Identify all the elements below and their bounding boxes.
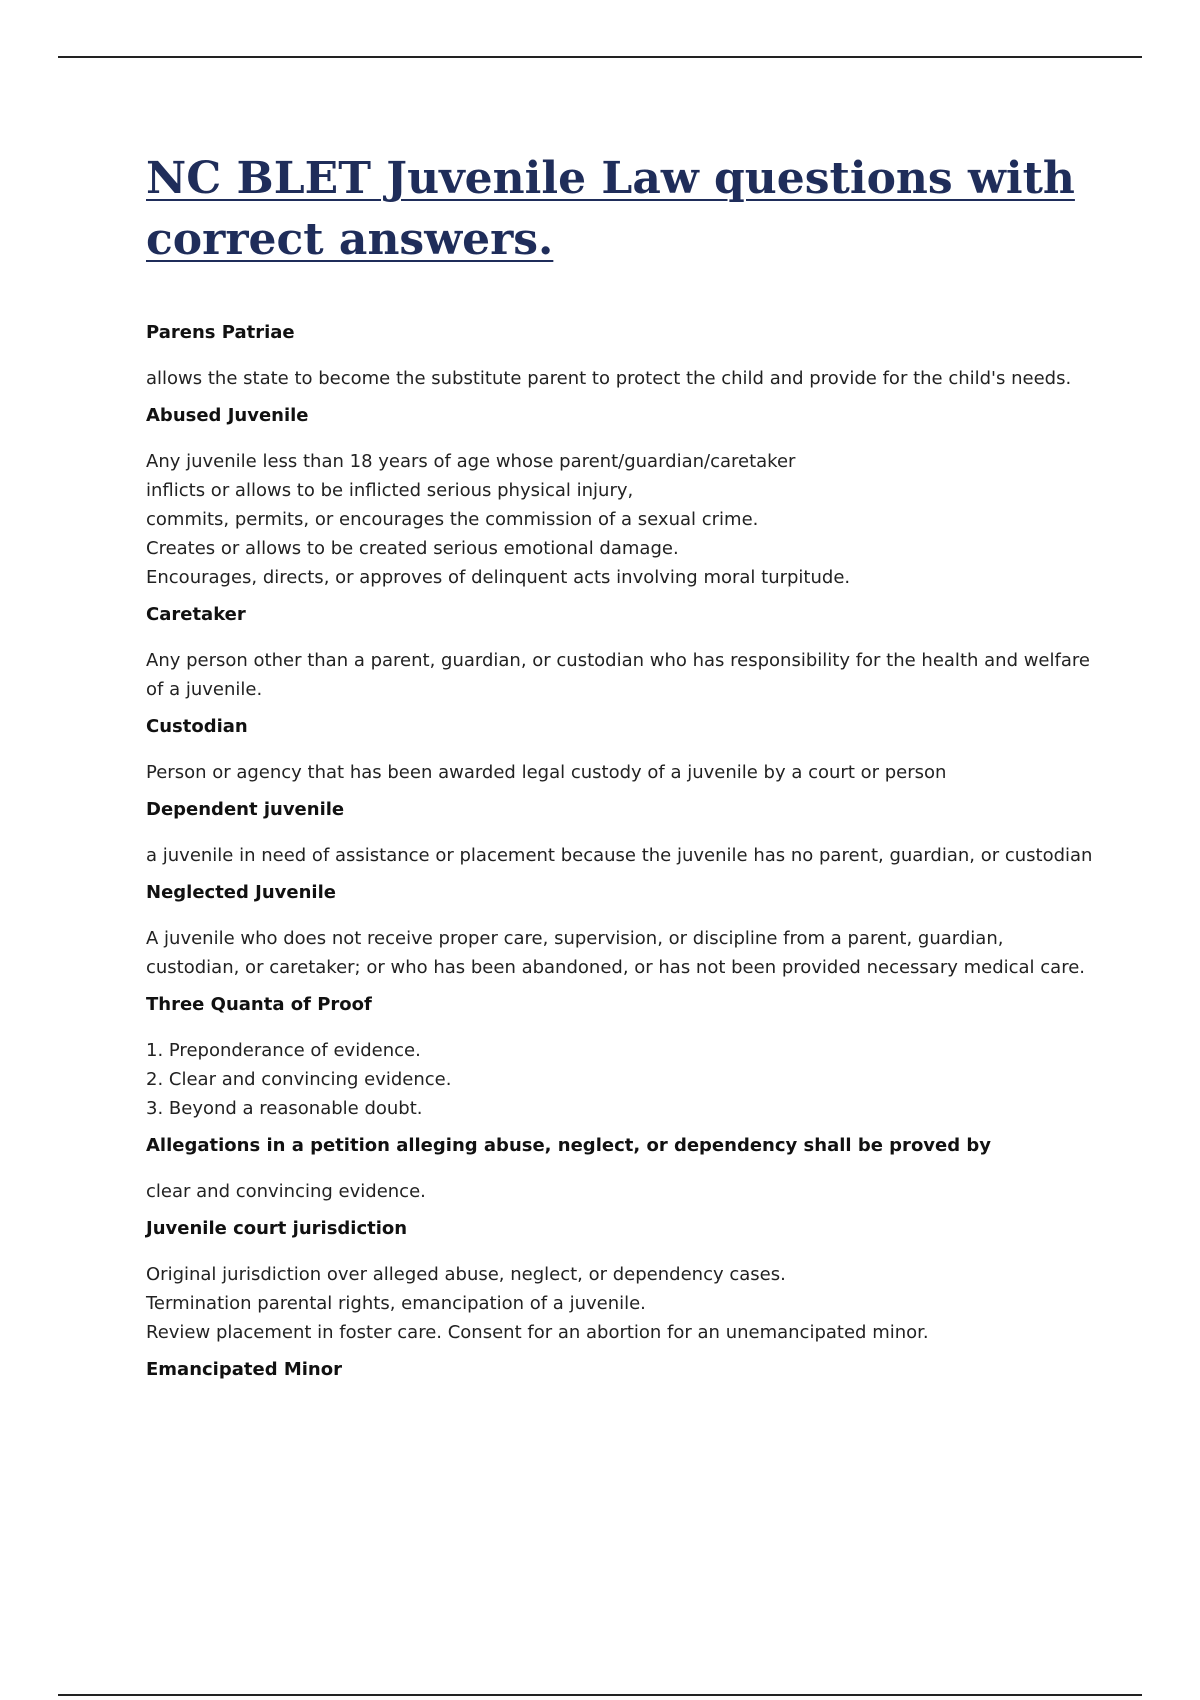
- answer-line: inflicts or allows to be inflicted serious physical injury,: [146, 480, 634, 501]
- answer-line: A juvenile who does not receive proper care, supervision, or discipline from a parent, guardian,: [146, 928, 1004, 949]
- qa-entry: [146, 882, 1106, 982]
- question-term: Juvenile court jurisdiction: [146, 1218, 408, 1239]
- qa-entry: [146, 1135, 1106, 1206]
- answer-text: [146, 447, 1106, 592]
- qa-entry: [146, 799, 1106, 870]
- answer-text: [146, 924, 1106, 982]
- question-term: Dependent juvenile: [146, 799, 345, 820]
- question-term: Parens Patriae: [146, 322, 295, 343]
- answer-line: 1. Preponderance of evidence.: [146, 1040, 421, 1061]
- answer-line: Review placement in foster care. Consent for an abortion for an unemancipated minor.: [146, 1322, 929, 1343]
- answer-text: [146, 841, 1106, 870]
- answer-line: Original jurisdiction over alleged abuse, neglect, or dependency cases.: [146, 1264, 786, 1285]
- qa-entry: [146, 716, 1106, 787]
- question-term: Abused Juvenile: [146, 405, 309, 426]
- answer-line: a juvenile in need of assistance or placement because the juvenile has no parent, guardian, or custodian: [146, 845, 1093, 866]
- qa-entry: [146, 604, 1106, 704]
- answer-text: [146, 1177, 1106, 1206]
- answer-line: clear and convincing evidence.: [146, 1181, 426, 1202]
- question-term: Three Quanta of Proof: [146, 994, 372, 1015]
- qa-entry: [146, 1218, 1106, 1347]
- question-term: Emancipated Minor: [146, 1359, 342, 1380]
- qa-entry: [146, 994, 1106, 1123]
- answer-line: Person or agency that has been awarded legal custody of a juvenile by a court or person: [146, 762, 947, 783]
- answer-line: 3. Beyond a reasonable doubt.: [146, 1098, 423, 1119]
- answer-line: custodian, or caretaker; or who has been abandoned, or has not been provided necessary medical care.: [146, 957, 1086, 978]
- page-bottom-rule: [58, 1694, 1142, 1696]
- answer-line: Any juvenile less than 18 years of age whose parent/guardian/caretaker: [146, 451, 796, 472]
- answer-line: allows the state to become the substitute parent to protect the child and provide for the child's needs.: [146, 368, 1072, 389]
- answer-line: 2. Clear and convincing evidence.: [146, 1069, 452, 1090]
- page-top-rule: [58, 56, 1142, 58]
- qa-entry: [146, 322, 1106, 393]
- document-body: [146, 148, 1106, 1401]
- qa-list: [146, 322, 1106, 1381]
- question-term: Caretaker: [146, 604, 246, 625]
- answer-line: commits, permits, or encourages the commission of a sexual crime.: [146, 509, 759, 530]
- answer-text: [146, 364, 1106, 393]
- answer-text: [146, 758, 1106, 787]
- answer-text: [146, 1036, 1106, 1123]
- qa-entry: [146, 1359, 1106, 1381]
- answer-text: [146, 1260, 1106, 1347]
- question-term: Neglected Juvenile: [146, 882, 336, 903]
- question-term: Allegations in a petition alleging abuse, neglect, or dependency shall be proved by: [146, 1135, 992, 1156]
- answer-text: [146, 646, 1106, 704]
- answer-line: Any person other than a parent, guardian, or custodian who has responsibility for the health and welfare: [146, 650, 1090, 671]
- question-term: Custodian: [146, 716, 248, 737]
- answer-line: Encourages, directs, or approves of delinquent acts involving moral turpitude.: [146, 567, 851, 588]
- answer-line: of a juvenile.: [146, 679, 263, 700]
- qa-entry: [146, 405, 1106, 592]
- answer-line: Creates or allows to be created serious emotional damage.: [146, 538, 679, 559]
- answer-line: Termination parental rights, emancipation of a juvenile.: [146, 1293, 646, 1314]
- document-title: NC BLET Juvenile Law questions with correct answers.: [146, 153, 1075, 265]
